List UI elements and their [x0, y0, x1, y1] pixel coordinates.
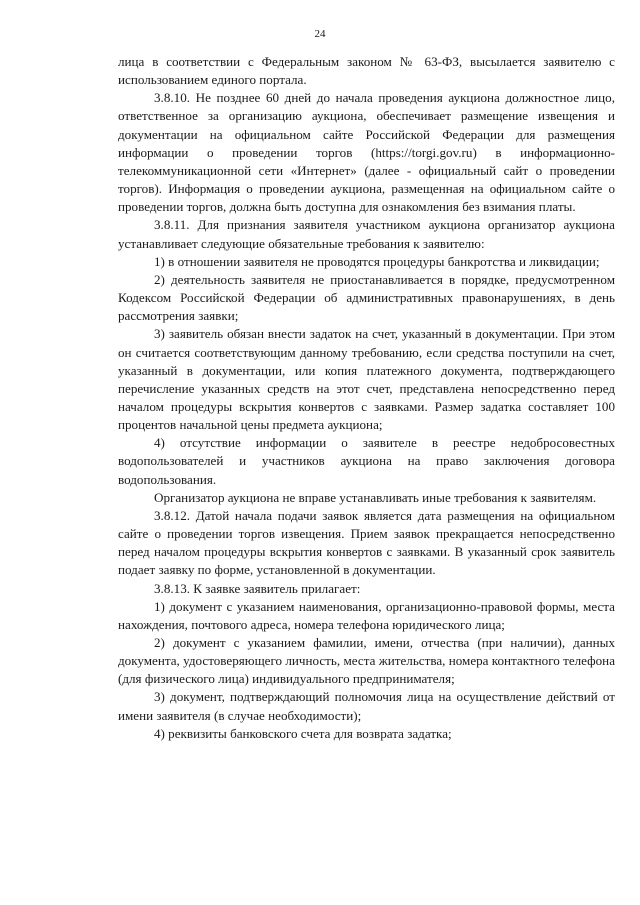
requirement-item-1: 1) в отношении заявителя не проводятся процедуры банкротства и ликвидации; — [154, 253, 600, 269]
attachment-item-2: 2) документ с указанием фамилии, имени, отчества (при наличии), данных документа, удостоверяющего личность, места жительства, номера контактного телефона (для физического лица) индивидуального предпринимателя; — [118, 635, 615, 687]
attachment-item-4: 4) реквизиты банковского счета для возврата задатка; — [154, 725, 452, 741]
attachment-item-1: 1) документ с указанием наименования, организационно-правовой формы, места нахождения, почтового адреса, номера телефона юридического лица; — [118, 598, 615, 632]
paragraph-3-8-10: 3.8.10. Не позднее 60 дней до начала проведения аукциона должностное лицо, ответственное за организацию аукциона, обеспечивает размещение извещения и документации на официальном сайте Российской Федерации для размещения информации о проведении торгов (https://torgi.gov.ru) в информационно-телекоммуникационной сети «Интернет» (далее - официальный сайт о проведении торгов). Информация о проведении аукциона, размещенная на официальном сайте о проведении торгов, должна быть доступна для ознакомления без взимания платы. — [118, 90, 615, 215]
requirement-item-2: 2) деятельность заявителя не приостанавливается в порядке, предусмотренном Кодексом Российской Федерации об административных правонарушениях, в день рассмотрения заявки; — [118, 271, 615, 324]
attachment-item-3: 3) документ, подтверждающий полномочия лица на осуществление действий от имени заявителя (в случае необходимости); — [118, 689, 615, 723]
paragraph-continuation: лица в соответствии с Федеральным законом № 63-ФЗ, высылается заявителю с использованием единого портала. — [118, 54, 615, 88]
paragraph-no-other-requirements: Организатор аукциона не вправе устанавливать иные требования к заявителям. — [154, 489, 597, 505]
requirement-item-3: 3) заявитель обязан внести задаток на счет, указанный в документации. При этом он считается соответствующим данному требованию, если средства поступили на счет, указанный в документации, или копия платежного документа, подтверждающего перечисление указанных средств на этот счет, представлена непосредственно перед началом процедуры вскрытия конвертов с заявками. Размер задатка составляет 100 процентов начальной цены предмета аукциона; — [118, 326, 615, 433]
paragraph-3-8-11: 3.8.11. Для признания заявителя участником аукциона организатор аукциона устанавливает следующие обязательные требования к заявителю: — [118, 217, 615, 251]
page-number: 24 — [314, 28, 326, 40]
paragraph-3-8-13: 3.8.13. К заявке заявитель прилагает: — [154, 580, 361, 596]
requirement-item-4: 4) отсутствие информации о заявителе в реестре недобросовестных водопользователей и участников аукциона на право заключения договора водопользования. — [118, 435, 615, 487]
paragraph-3-8-12: 3.8.12. Датой начала подачи заявок является дата размещения на официальном сайте о проведении торгов извещения. Прием заявок прекращается непосредственно перед началом процедуры вскрытия конвертов с заявками. В указанный срок заявитель подает заявку по форме, установленной в документации. — [118, 507, 615, 578]
document-body — [118, 53, 615, 743]
